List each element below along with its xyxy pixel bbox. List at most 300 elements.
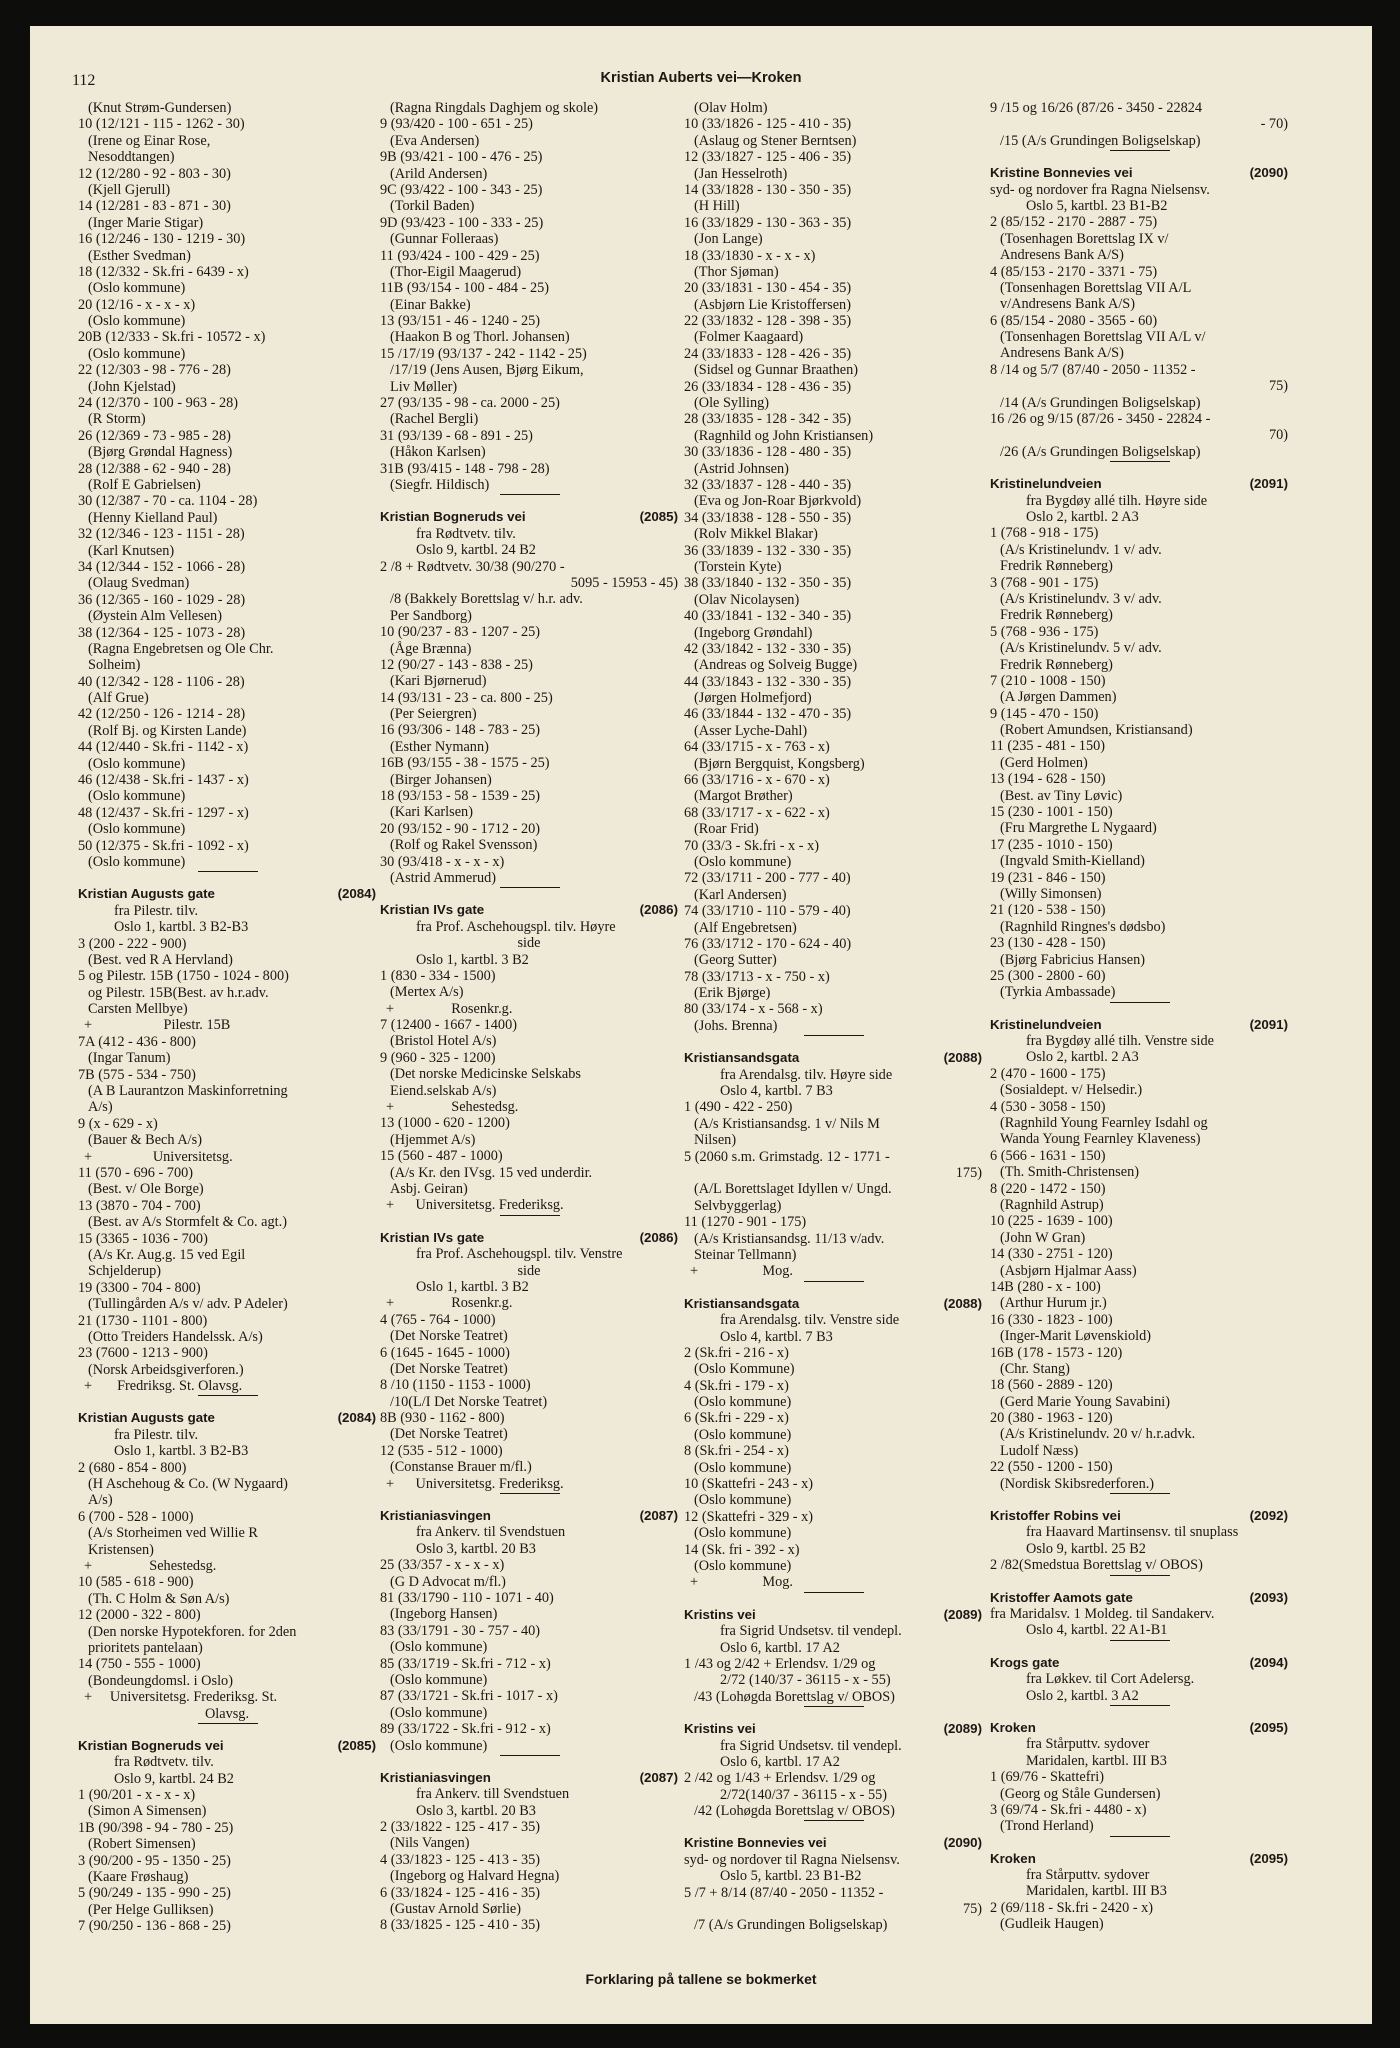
owner-line: /26 (A/s Grundingen Boligselskap) <box>1000 443 1201 460</box>
street-heading <box>380 1770 678 1786</box>
owner-line: (Asbjørn Lie Kristoffersen) <box>694 296 851 313</box>
street-name: Kristoffer Robins vei <box>990 1508 1121 1524</box>
owner-line: (A Jørgen Dammen) <box>1000 689 1117 706</box>
owner-line: (Best. av Tiny Løvic) <box>1000 787 1123 804</box>
property-entry: 12 (Skattefri - 329 - x) <box>684 1508 814 1525</box>
owner-line: (G D Advocat m/fl.) <box>390 1573 506 1590</box>
street-description: fra Arendalsg. tilv. Høyre side <box>720 1066 893 1083</box>
property-entry: 48 (12/437 - Sk.fri - 1297 - x) <box>78 804 249 821</box>
owner-line: (Ingeborg Grøndahl) <box>694 624 813 641</box>
property-entry: 20 (33/1831 - 130 - 454 - 35) <box>684 280 852 297</box>
property-entry: 40 (33/1841 - 132 - 340 - 35) <box>684 608 852 625</box>
property-entry: 30 (12/387 - 70 - ca. 1104 - 28) <box>78 493 258 510</box>
street-description: Oslo 5, kartbl. 23 B1-B2 <box>720 1868 862 1885</box>
column-1 <box>78 100 376 1960</box>
property-entry: 10 (90/237 - 83 - 1207 - 25) <box>380 624 541 641</box>
owner-line: (Erik Bjørge) <box>694 985 771 1002</box>
property-entry: 6 (700 - 528 - 1000) <box>78 1508 194 1525</box>
owner-line: A/s) <box>88 1492 113 1509</box>
street-description: fra Haavard Martinsensv. til snuplass <box>1026 1524 1239 1541</box>
owner-line: prioritets pantelaan) <box>88 1639 203 1656</box>
property-entry: 16B (93/155 - 38 - 1575 - 25) <box>380 755 550 772</box>
owner-line: (A/s Kristiansandsg. 11/13 v/adv. <box>694 1230 885 1247</box>
property-entry: 20 (12/16 - x - x - x) <box>78 296 196 313</box>
property-entry: 34 (12/344 - 152 - 1066 - 28) <box>78 558 246 575</box>
owner-line: (Haakon B og Thorl. Johansen) <box>390 329 570 346</box>
property-entry: 4 (530 - 3058 - 150) <box>990 1098 1106 1115</box>
property-entry: 10 (585 - 618 - 900) <box>78 1574 194 1591</box>
owner-line: (Georg og Ståle Gundersen) <box>1000 1785 1161 1802</box>
property-entry: 6 (Sk.fri - 229 - x) <box>684 1410 789 1427</box>
property-entry: 6 (566 - 1631 - 150) <box>990 1147 1106 1164</box>
property-entry: 2 /8 + Rødtvetv. 30/38 (90/270 - <box>380 558 565 575</box>
cross-street: + Rosenkr.g. <box>386 1295 513 1312</box>
property-entry: 8 /10 (1150 - 1153 - 1000) <box>380 1377 531 1394</box>
property-entry: 3 (69/74 - Sk.fri - 4480 - x) <box>990 1801 1147 1818</box>
property-entry: 8 (Sk.fri - 254 - x) <box>684 1443 789 1460</box>
property-entry: 7 (90/250 - 136 - 868 - 25) <box>78 1918 231 1935</box>
owner-line: (A/s Kr. Aug.g. 15 ved Egil <box>88 1246 246 1263</box>
street-heading <box>78 1410 376 1426</box>
street-heading <box>380 1230 678 1246</box>
owner-line: (Oslo kommune) <box>88 788 186 805</box>
section-divider <box>1110 150 1170 151</box>
section-divider <box>500 887 560 888</box>
owner-line: (Oslo kommune) <box>88 280 186 297</box>
owner-line: (Oslo Kommune) <box>694 1361 795 1378</box>
owner-line: (H Aschehoug & Co. (W Nygaard) <box>88 1476 288 1493</box>
owner-line: (Nils Vangen) <box>390 1835 470 1852</box>
section-divider <box>1110 1640 1170 1641</box>
street-heading <box>990 1720 1288 1736</box>
property-entry: 4 (85/153 - 2170 - 3371 - 75) <box>990 263 1158 280</box>
owner-line: (Håkon Karlsen) <box>390 444 486 461</box>
owner-line: (A/s Kristinelundv. 3 v/ adv. <box>1000 590 1162 607</box>
owner-line: (Oslo kommune) <box>390 1639 488 1656</box>
owner-line: (Ole Sylling) <box>694 395 770 412</box>
property-entry: 8 (33/1825 - 125 - 410 - 35) <box>380 1917 541 1934</box>
street-name: Kristoffer Aamots gate <box>990 1589 1133 1605</box>
continuation-line: 5095 - 15953 - 45) <box>570 574 678 591</box>
street-name: Kristianiasvingen <box>380 1769 491 1785</box>
owner-line: (Margot Brøther) <box>694 788 793 805</box>
section-divider <box>1110 1836 1170 1837</box>
owner-line: Eiend.selskab A/s) <box>390 1082 497 1099</box>
cross-street: + Universitetsg. Frederiksg. <box>386 1475 564 1492</box>
property-entry: 46 (12/438 - Sk.fri - 1437 - x) <box>78 772 249 789</box>
property-entry: 9B (93/421 - 100 - 476 - 25) <box>380 149 543 166</box>
street-description: Maridalen, kartbl. III B3 <box>1026 1752 1167 1769</box>
property-entry: 26 (33/1834 - 128 - 436 - 35) <box>684 378 852 395</box>
street-name: Kristian Augusts gate <box>78 886 215 902</box>
owner-line: (Tullingården A/s v/ adv. P Adeler) <box>88 1296 288 1313</box>
cross-street: + Mog. <box>690 1574 793 1591</box>
section-divider <box>804 1820 864 1821</box>
section-divider <box>500 1755 560 1756</box>
owner-line: Steinar Tellmann) <box>694 1246 797 1263</box>
property-entry: 18 (33/1830 - x - x - x) <box>684 247 816 264</box>
column-3 <box>684 100 982 1960</box>
property-entry: 78 (33/1713 - x - 750 - x) <box>684 968 830 985</box>
owner-line: (Birger Johansen) <box>390 771 492 788</box>
owner-line: (Olav Nicolaysen) <box>694 591 800 608</box>
owner-line: (Astrid Johnsen) <box>694 460 789 477</box>
owner-line: (Mertex A/s) <box>390 984 464 1001</box>
owner-line: (Torkil Baden) <box>390 198 475 215</box>
section-divider <box>804 1281 864 1282</box>
property-entry: 64 (33/1715 - x - 763 - x) <box>684 739 830 756</box>
property-entry: 14 (33/1828 - 130 - 350 - 35) <box>684 181 852 198</box>
street-name: Krogs gate <box>990 1654 1060 1670</box>
owner-line: (Oslo kommune) <box>694 1557 792 1574</box>
street-code: (2084) <box>337 1410 376 1426</box>
owner-line: (Torstein Kyte) <box>694 558 782 575</box>
street-description: Oslo 6, kartbl. 17 A2 <box>720 1639 840 1656</box>
owner-line: (Irene og Einar Rose, <box>88 132 211 149</box>
property-entry: 14 (330 - 2751 - 120) <box>990 1246 1113 1263</box>
property-entry: 6 (33/1824 - 125 - 416 - 35) <box>380 1884 541 1901</box>
street-code: (2086) <box>639 1229 678 1245</box>
street-name: Kristins vei <box>684 1606 756 1622</box>
owner-line: (Best. v/ Ole Borge) <box>88 1181 204 1198</box>
street-heading <box>78 886 376 902</box>
property-entry: 12 (12/280 - 92 - 803 - 30) <box>78 165 231 182</box>
street-description: syd- og nordover fra Ragna Nielsensv. <box>990 181 1210 198</box>
property-entry: 5 (768 - 936 - 175) <box>990 623 1099 640</box>
section-divider <box>198 1395 258 1396</box>
owner-line: (Olaug Svedman) <box>88 575 190 592</box>
property-entry: 7B (575 - 534 - 750) <box>78 1066 196 1083</box>
owner-line: (Rolf Bj. og Kirsten Lande) <box>88 722 247 739</box>
property-entry: 18 (93/153 - 58 - 1539 - 25) <box>380 788 541 805</box>
cross-street: + Fredriksg. St. Olavsg. <box>84 1378 243 1395</box>
street-description: fra Bygdøy allé tilh. Høyre side <box>1026 492 1208 509</box>
owner-line: (A/s Kristinelundv. 5 v/ adv. <box>1000 640 1162 657</box>
owner-line: (Ragnhild Young Fearnley Isdahl og <box>1000 1115 1208 1132</box>
continuation-line: 75) <box>1268 378 1288 395</box>
owner-line: (Arthur Hurum jr.) <box>1000 1295 1107 1312</box>
property-entry: 19 (231 - 846 - 150) <box>990 869 1106 886</box>
property-entry: 44 (12/440 - Sk.fri - 1142 - x) <box>78 739 249 756</box>
property-entry: 11 (235 - 481 - 150) <box>990 738 1106 755</box>
street-code: (2088) <box>943 1295 982 1311</box>
street-heading <box>380 1508 678 1524</box>
street-name: Kristianiasvingen <box>380 1508 491 1524</box>
street-name: Kristinelundveien <box>990 476 1102 492</box>
property-entry: 15 (230 - 1001 - 150) <box>990 804 1113 821</box>
street-name: Kristiansandsgata <box>684 1050 800 1066</box>
street-heading <box>684 1296 982 1312</box>
property-entry: 2 (Sk.fri - 216 - x) <box>684 1344 789 1361</box>
property-entry: 12 (2000 - 322 - 800) <box>78 1607 201 1624</box>
street-code: (2094) <box>1249 1654 1288 1670</box>
property-entry: 11B (93/154 - 100 - 484 - 25) <box>380 280 550 297</box>
property-entry: 1 /43 og 2/42 + Erlendsv. 1/29 og <box>684 1655 876 1672</box>
street-description: fra Sigrid Undsetsv. til vendepl. <box>720 1623 902 1640</box>
property-entry: 30 (93/418 - x - x - x) <box>380 853 505 870</box>
street-description: fra Pilestr. tilv. <box>114 902 199 919</box>
owner-line: (Ingvald Smith-Kielland) <box>1000 853 1145 870</box>
property-entry: 2 (85/152 - 2170 - 2887 - 75) <box>990 214 1158 231</box>
property-entry: 5 og Pilestr. 15B (1750 - 1024 - 800) <box>78 968 289 985</box>
property-entry: 20B (12/333 - Sk.fri - 10572 - x) <box>78 329 266 346</box>
owner-line: (Gunnar Folleraas) <box>390 231 499 248</box>
property-entry: 3 (768 - 901 - 175) <box>990 574 1099 591</box>
owner-line: (Andreas og Solveig Bugge) <box>694 657 858 674</box>
property-entry: 7 (12400 - 1667 - 1400) <box>380 1017 517 1034</box>
property-entry: 10 (33/1826 - 125 - 410 - 35) <box>684 116 852 133</box>
street-description: fra Bygdøy allé tilh. Venstre side <box>1026 1033 1214 1050</box>
owner-line: Carsten Mellbye) <box>88 1001 188 1018</box>
column-2 <box>380 100 678 1960</box>
property-entry: 7 (210 - 1008 - 150) <box>990 672 1106 689</box>
owner-line: Ludolf Næss) <box>1000 1442 1079 1459</box>
property-entry: 6 (1645 - 1645 - 1000) <box>380 1344 510 1361</box>
property-entry: 83 (33/1791 - 30 - 757 - 40) <box>380 1622 541 1639</box>
owner-line: (Best. av A/s Stormfelt & Co. agt.) <box>88 1214 287 1231</box>
owner-line: (Bauer & Bech A/s) <box>88 1132 202 1149</box>
continuation-line: - 70) <box>1260 116 1288 133</box>
property-entry: 46 (33/1844 - 132 - 470 - 35) <box>684 706 852 723</box>
continuation-line: 175) <box>955 1165 982 1181</box>
property-entry: 13 (194 - 628 - 150) <box>990 771 1106 788</box>
property-entry: 32 (33/1837 - 128 - 440 - 35) <box>684 476 852 493</box>
street-code: (2089) <box>943 1721 982 1737</box>
property-entry: 36 (33/1839 - 132 - 330 - 35) <box>684 542 852 559</box>
street-description: Oslo 3, kartbl. 20 B3 <box>416 1540 536 1557</box>
street-name: Kristian Bogneruds vei <box>380 509 526 525</box>
property-entry: 13 (3870 - 704 - 700) <box>78 1197 201 1214</box>
property-entry: 4 (33/1823 - 125 - 413 - 35) <box>380 1851 541 1868</box>
cross-street: + Universitetsg. Frederiksg. <box>386 1197 564 1214</box>
owner-line: (A/s Storheimen ved Willie R <box>88 1525 258 1542</box>
property-entry: 27 (93/135 - 98 - ca. 2000 - 25) <box>380 395 560 412</box>
property-entry: 40 (12/342 - 128 - 1106 - 28) <box>78 673 245 690</box>
owner-line: (Trond Herland) <box>1000 1818 1094 1835</box>
property-entry: 14 (12/281 - 83 - 871 - 30) <box>78 198 231 215</box>
owner-line: (Oslo kommune) <box>88 345 186 362</box>
street-heading <box>380 902 678 918</box>
owner-line: (Bristol Hotel A/s) <box>390 1033 497 1050</box>
property-entry: 2 (69/118 - Sk.fri - 2420 - x) <box>990 1899 1154 1916</box>
owner-line: Fredrik Rønneberg) <box>1000 607 1113 624</box>
street-description: Oslo 4, kartbl. 22 A1-B1 <box>1026 1622 1168 1639</box>
street-name: Kristian IVs gate <box>380 1229 485 1245</box>
owner-line: (Thor Sjøman) <box>694 263 779 280</box>
street-name: Kristine Bonnevies vei <box>684 1835 827 1851</box>
owner-line: (Oslo kommune) <box>694 1394 792 1411</box>
owner-line: (Jørgen Holmefjord) <box>694 690 812 707</box>
owner-line: (Bondeungdomsl. i Oslo) <box>88 1672 233 1689</box>
owner-line: Liv Møller) <box>390 378 458 395</box>
street-description: Oslo 1, kartbl. 3 B2-B3 <box>114 919 249 936</box>
street-description: Oslo 2, kartbl. 2 A3 <box>1026 1049 1139 1066</box>
section-divider <box>500 494 560 495</box>
property-entry: 76 (33/1712 - 170 - 624 - 40) <box>684 935 852 952</box>
owner-line: (Siegfr. Hildisch) <box>390 476 490 493</box>
property-entry: 12 (535 - 512 - 1000) <box>380 1442 503 1459</box>
street-description: 2/72 (140/37 - 36115 - x - 55) <box>720 1672 891 1689</box>
street-code: (2087) <box>639 1508 678 1524</box>
owner-line: (Tyrkia Ambassade) <box>1000 984 1116 1001</box>
owner-line: Andresens Bank A/S) <box>1000 345 1124 362</box>
street-heading <box>684 1607 982 1623</box>
owner-line: (Oslo kommune) <box>694 1426 792 1443</box>
owner-line: (Gudleik Haugen) <box>1000 1916 1104 1933</box>
owner-line: (Gustav Arnold Sørlie) <box>390 1901 522 1918</box>
owner-line: (Ragna Engebretsen og Ole Chr. <box>88 640 274 657</box>
street-name: Kristinelundveien <box>990 1016 1102 1032</box>
property-entry: 31 (93/139 - 68 - 891 - 25) <box>380 427 533 444</box>
street-description: Oslo 3, kartbl. 20 B3 <box>416 1802 536 1819</box>
owner-line: (Robert Simensen) <box>88 1836 196 1853</box>
owner-line: (Oslo kommune) <box>694 1459 792 1476</box>
section-divider <box>1110 1575 1170 1576</box>
owner-line: (Karl Andersen) <box>694 886 787 903</box>
street-heading <box>990 476 1288 492</box>
owner-line: (Best. ved R A Hervland) <box>88 951 233 968</box>
property-entry: 5 /7 + 8/14 (87/40 - 2050 - 11352 - <box>684 1884 884 1901</box>
property-entry: 34 (33/1838 - 128 - 550 - 35) <box>684 509 852 526</box>
street-description: Oslo 2, kartbl. 3 A2 <box>1026 1687 1139 1704</box>
street-code: (2084) <box>337 886 376 902</box>
owner-line: (John W Gran) <box>1000 1229 1086 1246</box>
property-entry: 8 (220 - 1472 - 150) <box>990 1180 1106 1197</box>
owner-line: (Ragnhild Ringnes's dødsbo) <box>1000 918 1166 935</box>
page-footer: Forklaring på tallene se bokmerket <box>585 1971 817 1987</box>
property-entry: 32 (12/346 - 123 - 1151 - 28) <box>78 526 245 543</box>
owner-line: Selvbyggerlag) <box>694 1197 782 1214</box>
owner-line: (Hjemmet A/s) <box>390 1131 476 1148</box>
street-name: Kristins vei <box>684 1721 756 1737</box>
property-entry: 12 (33/1827 - 125 - 406 - 35) <box>684 149 852 166</box>
street-description: fra Arendalsg. tilv. Venstre side <box>720 1312 900 1329</box>
property-entry: 14 (750 - 555 - 1000) <box>78 1656 201 1673</box>
owner-line: Wanda Young Fearnley Klaveness) <box>1000 1131 1201 1148</box>
section-divider <box>804 1035 864 1036</box>
property-entry: 24 (33/1833 - 128 - 426 - 35) <box>684 345 852 362</box>
street-code: (2089) <box>943 1606 982 1622</box>
property-entry: 4 (765 - 764 - 1000) <box>380 1311 496 1328</box>
street-code: (2093) <box>1249 1589 1288 1605</box>
property-entry: 68 (33/1717 - x - 622 - x) <box>684 804 830 821</box>
street-description: Oslo 9, kartbl. 24 B2 <box>416 542 536 559</box>
owner-line: Per Sandborg) <box>390 607 472 624</box>
owner-line: /7 (A/s Grundingen Boligselskap) <box>694 1917 888 1934</box>
owner-line: (Alf Grue) <box>88 690 149 707</box>
street-code: (2095) <box>1249 1719 1288 1735</box>
property-entry: 23 (130 - 428 - 150) <box>990 935 1106 952</box>
cross-street: + Pilestr. 15B <box>84 1017 231 1034</box>
owner-line: (Th. Smith-Christensen) <box>1000 1164 1139 1181</box>
street-description: Oslo 9, kartbl. 24 B2 <box>114 1770 234 1787</box>
property-entry: 31B (93/415 - 148 - 798 - 28) <box>380 460 550 477</box>
property-entry: 11 (93/424 - 100 - 429 - 25) <box>380 247 540 264</box>
owner-line: (H Hill) <box>694 198 740 215</box>
property-entry: 11 (1270 - 901 - 175) <box>684 1214 807 1231</box>
owner-line: (Det norske Medicinske Selskabs <box>390 1066 581 1083</box>
property-entry: 36 (12/365 - 160 - 1029 - 28) <box>78 591 246 608</box>
owner-line: (Esther Nymann) <box>390 738 489 755</box>
property-entry: 23 (7600 - 1213 - 900) <box>78 1345 208 1362</box>
owner-line: (Alf Engebretsen) <box>694 919 797 936</box>
owner-line: (Kari Bjørnerud) <box>390 673 487 690</box>
owner-line: Fredrik Rønneberg) <box>1000 656 1113 673</box>
owner-line: Schjelderup) <box>88 1263 162 1280</box>
property-entry: 89 (33/1722 - Sk.fri - 912 - x) <box>380 1721 551 1738</box>
property-entry: 50 (12/375 - Sk.fri - 1092 - x) <box>78 837 249 854</box>
street-heading <box>990 165 1288 181</box>
column-4 <box>990 100 1288 1960</box>
street-description: fra Stårputtv. sydover <box>1026 1736 1150 1753</box>
owner-line: (Willy Simonsen) <box>1000 885 1102 902</box>
owner-line: (Jon Lange) <box>694 231 763 248</box>
property-entry: 24 (12/370 - 100 - 963 - 28) <box>78 395 239 412</box>
street-description: 2/72(140/37 - 36115 - x - 55) <box>720 1786 888 1803</box>
cross-street: + Mog. <box>690 1263 793 1280</box>
property-entry: 70 (33/3 - Sk.fri - x - x) <box>684 837 820 854</box>
continuation-line: side <box>517 1262 541 1279</box>
owner-line: (Bjørn Bergquist, Kongsberg) <box>694 755 865 772</box>
property-entry: 19 (3300 - 704 - 800) <box>78 1279 201 1296</box>
owner-line: (A/s Kr. den IVsg. 15 ved underdir. <box>390 1164 593 1181</box>
property-entry: 15 (560 - 487 - 1000) <box>380 1148 503 1165</box>
property-entry: 1 (69/76 - Skattefri) <box>990 1769 1104 1786</box>
property-entry: 8 /14 og 5/7 (87/40 - 2050 - 11352 - <box>990 361 1196 378</box>
owner-line: (Oslo kommune) <box>390 1737 488 1754</box>
owner-line: (Oslo kommune) <box>88 821 186 838</box>
street-description: Oslo 4, kartbl. 7 B3 <box>720 1083 833 1100</box>
owner-line: (Oslo kommune) <box>694 853 792 870</box>
section-divider <box>804 1592 864 1593</box>
property-entry: 38 (33/1840 - 132 - 350 - 35) <box>684 575 852 592</box>
street-description: Oslo 5, kartbl. 23 B1-B2 <box>1026 197 1168 214</box>
owner-line: (Per Seiergren) <box>390 706 477 723</box>
owner-line: (Rolf E Gabrielsen) <box>88 476 201 493</box>
owner-line: (Oslo kommune) <box>88 853 186 870</box>
owner-line: (Simon A Simensen) <box>88 1803 207 1820</box>
street-code: (2092) <box>1249 1508 1288 1524</box>
owner-line: (Gerd Holmen) <box>1000 754 1088 771</box>
owner-line: (Eva Andersen) <box>390 132 480 149</box>
street-code: (2085) <box>337 1737 376 1753</box>
property-entry: 8B (930 - 1162 - 800) <box>380 1410 505 1427</box>
continuation-line: side <box>517 935 541 952</box>
owner-line: (Norsk Arbeidsgiverforen.) <box>88 1361 244 1378</box>
cross-street: + Sehestedsg. <box>386 1099 519 1116</box>
owner-line: (Inger Marie Stigar) <box>88 214 204 231</box>
property-entry: 9 (960 - 325 - 1200) <box>380 1049 496 1066</box>
owner-line: Kristensen) <box>88 1541 154 1558</box>
property-entry: 22 (33/1832 - 128 - 398 - 35) <box>684 313 852 330</box>
page-number: 112 <box>72 72 96 89</box>
owner-line: (Robert Amundsen, Kristiansand) <box>1000 722 1193 739</box>
street-description: fra Ankerv. till Svendstuen <box>416 1786 570 1803</box>
street-name: Kristian Bogneruds vei <box>78 1737 224 1753</box>
street-heading <box>990 1851 1288 1867</box>
street-code: (2088) <box>943 1050 982 1066</box>
cross-street: + Sehestedsg. <box>84 1557 217 1574</box>
property-entry: 9D (93/423 - 100 - 333 - 25) <box>380 214 544 231</box>
owner-line: (Georg Sutter) <box>694 952 777 969</box>
street-description: syd- og nordover til Ragna Nielsensv. <box>684 1851 900 1868</box>
street-name: Kroken <box>990 1850 1036 1866</box>
street-description: fra Løkkev. til Cort Adelersg. <box>1026 1671 1195 1688</box>
street-description: fra Prof. Aschehougspl. tilv. Venstre <box>416 1246 623 1263</box>
property-entry: 2 (470 - 1600 - 175) <box>990 1065 1106 1082</box>
property-entry: 12 (90/27 - 143 - 838 - 25) <box>380 656 533 673</box>
street-name: Kroken <box>990 1719 1036 1735</box>
